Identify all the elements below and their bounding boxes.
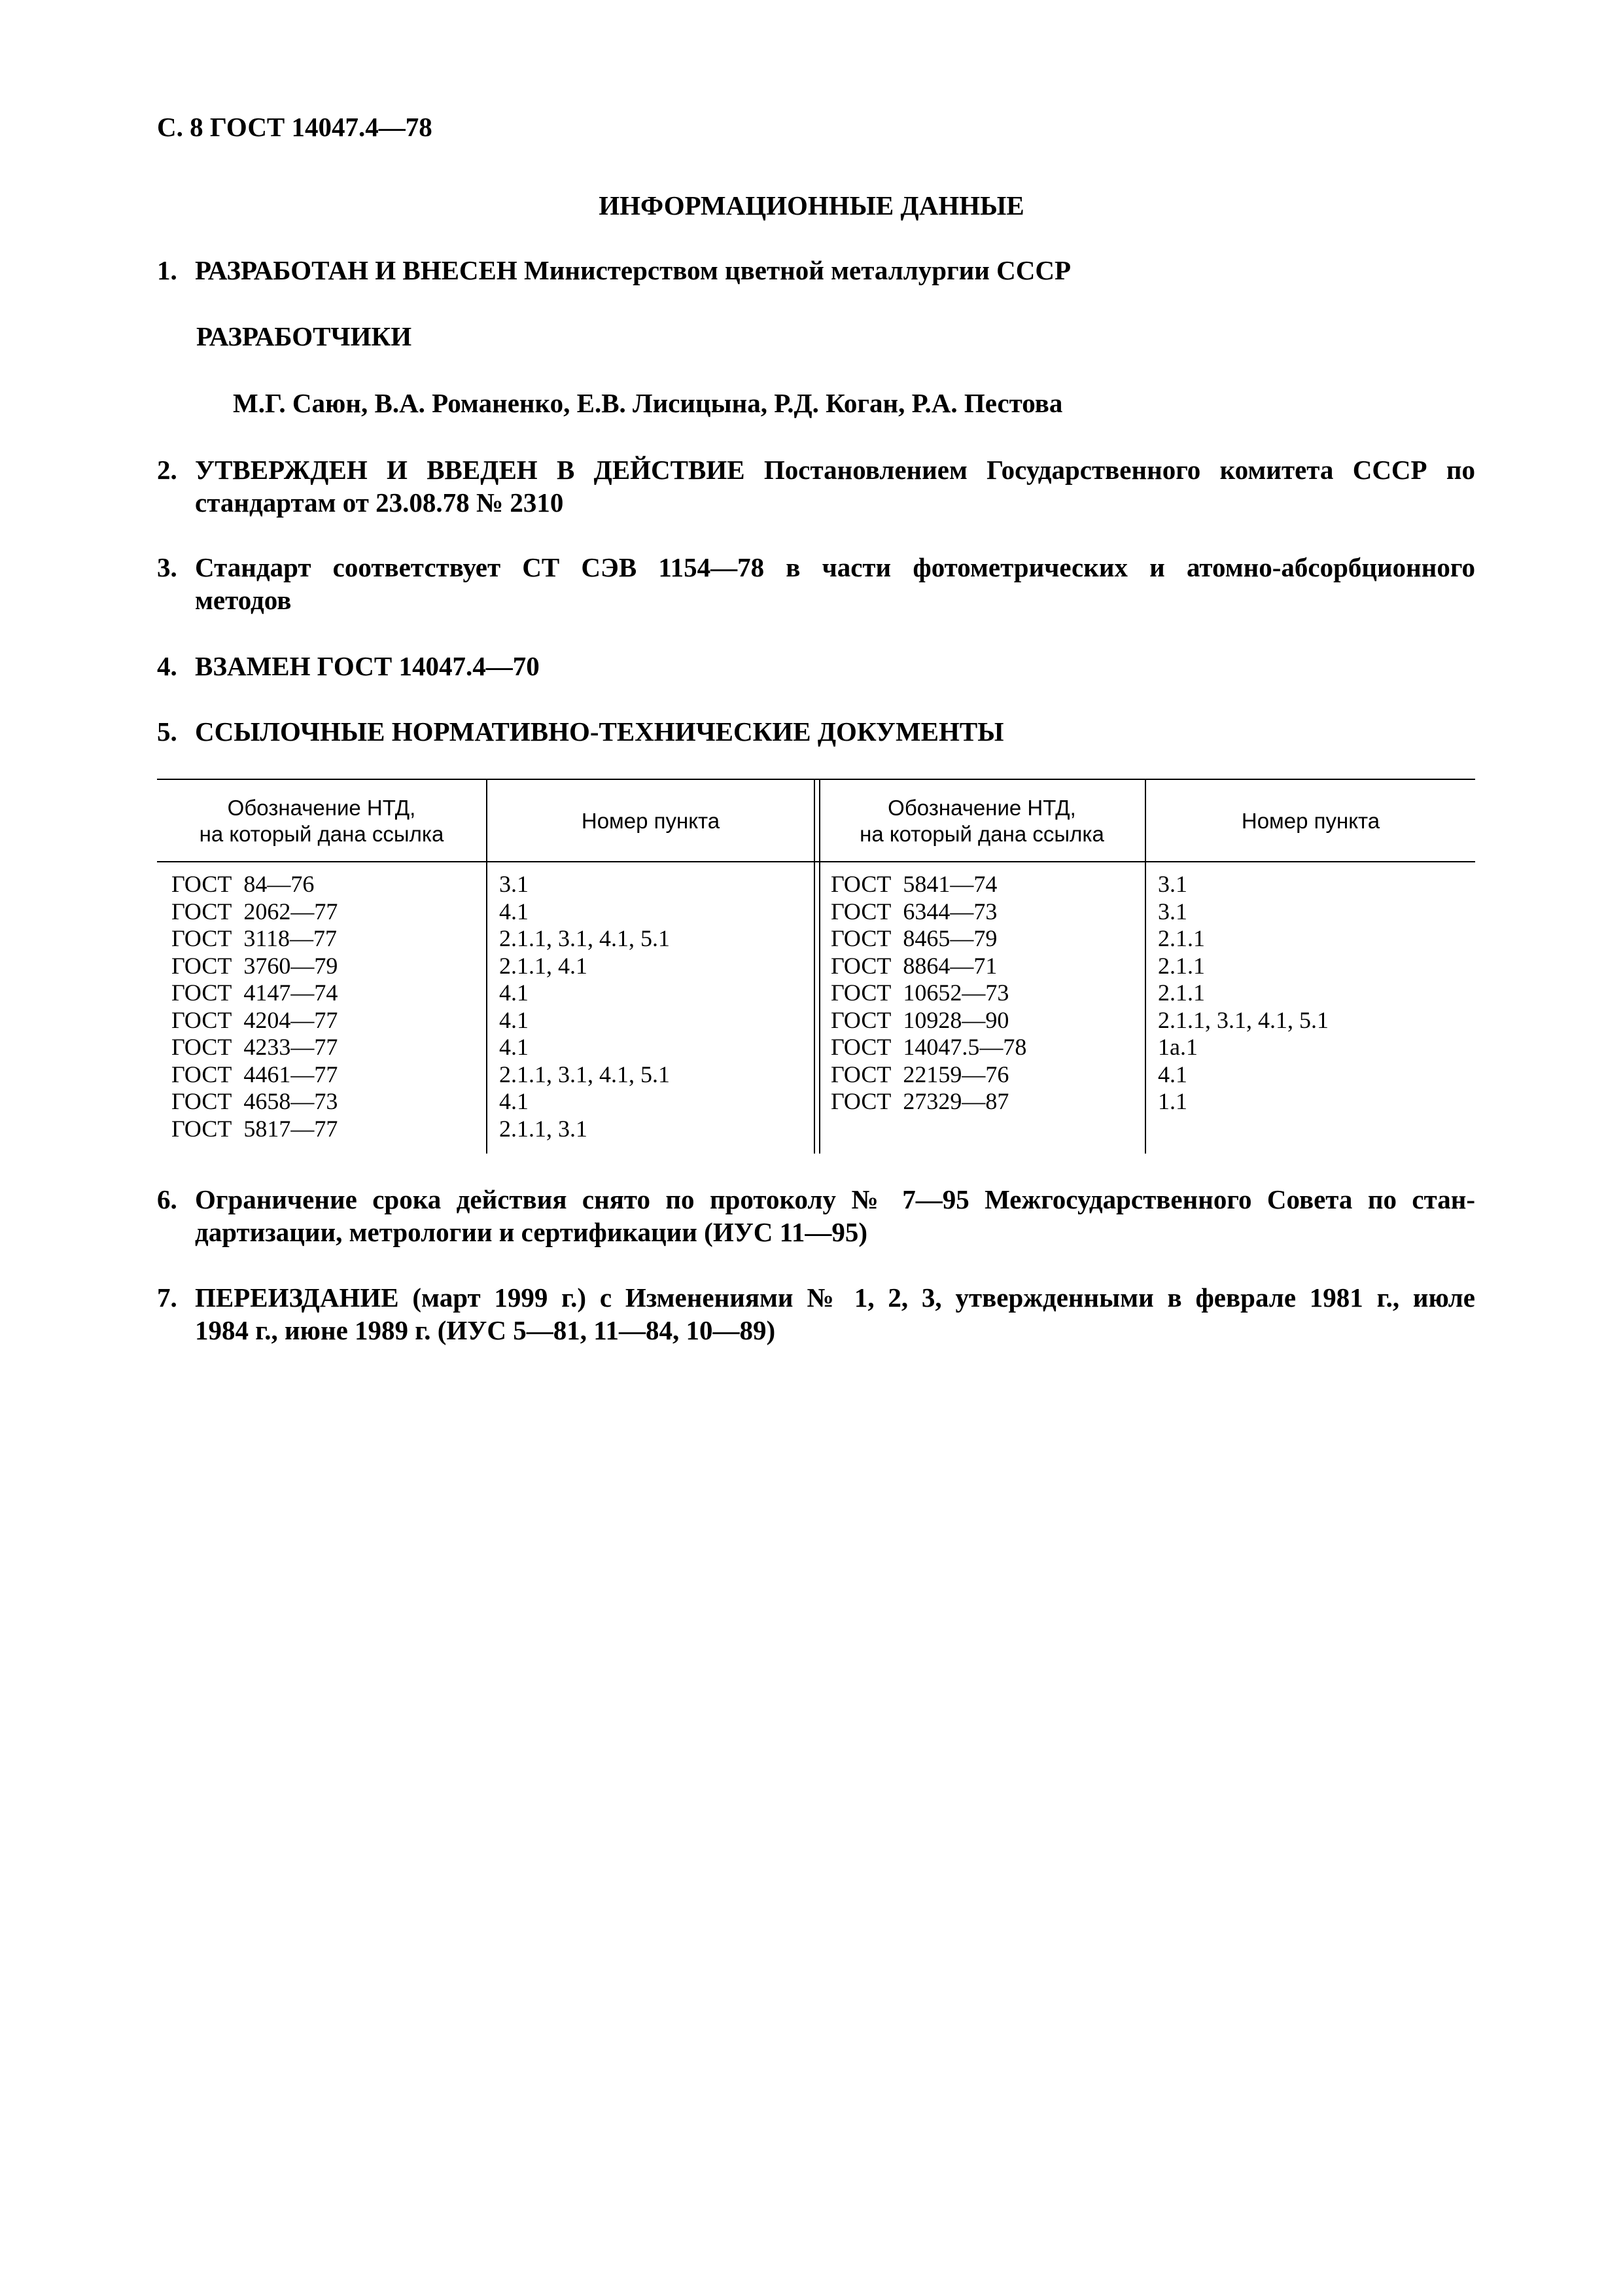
table-cell-right-doc: ГОСТ 22159—76 — [831, 1061, 1009, 1087]
left-designation-column — [171, 871, 479, 1142]
table-cell-right-doc: ГОСТ 8864—71 — [831, 952, 998, 979]
right-designation-column — [831, 871, 1138, 1116]
table-cell-left-doc: ГОСТ 4461—77 — [171, 1061, 338, 1087]
table-cell-left-clause: 3.1 — [499, 871, 529, 897]
table-cell-left-doc: ГОСТ 5817—77 — [171, 1115, 338, 1142]
table-cell-right-doc: ГОСТ 10652—73 — [831, 980, 1009, 1006]
item-text-line: Стандарт соответствует СТ СЭВ 1154—78 в части фотометрических и атомно-абсорбционного — [195, 552, 1475, 582]
table-cell-left-doc: ГОСТ 4147—74 — [171, 980, 338, 1006]
item-text-line: Ограничение срока действия снято по протоколу № 7—95 Межгосударственного Совета по стан- — [195, 1184, 1475, 1214]
item-6 — [157, 1183, 1475, 1248]
item-1 — [157, 254, 1475, 287]
table-cell-right-clause: 2.1.1 — [1158, 925, 1205, 951]
item-number: 3. — [157, 552, 177, 582]
table-cell-right-clause: 1.1 — [1158, 1088, 1187, 1114]
header-designation-right: Обозначение НТД, на который дана ссылка — [860, 796, 1104, 846]
item-7 — [157, 1281, 1475, 1347]
table-cell-right-clause: 4.1 — [1158, 1061, 1187, 1087]
page-header: С. 8 ГОСТ 14047.4—78 — [157, 112, 432, 142]
item-number: 6. — [157, 1184, 177, 1214]
table-cell-right-clause: 1а.1 — [1158, 1034, 1198, 1060]
item-text: РАЗРАБОТАН И ВНЕСЕН Министерством цветной металлургии СССР — [195, 255, 1072, 285]
table-cell-left-clause: 2.1.1, 3.1, 4.1, 5.1 — [499, 925, 670, 951]
table-cell-left-clause: 2.1.1, 3.1, 4.1, 5.1 — [499, 1061, 670, 1087]
table-cell-right-clause: 3.1 — [1158, 871, 1187, 897]
table-cell-left-doc: ГОСТ 84—76 — [171, 871, 315, 897]
header-designation-left: Обозначение НТД, на который дана ссылка — [199, 796, 444, 846]
right-clause-column — [1158, 871, 1465, 1116]
table-cell-right-clause: 2.1.1 — [1158, 980, 1205, 1006]
item-number: 1. — [157, 255, 177, 285]
item-text: ВЗАМЕН ГОСТ 14047.4—70 — [195, 651, 540, 681]
table-cell-right-clause: 2.1.1, 3.1, 4.1, 5.1 — [1158, 1006, 1329, 1033]
item-number: 2. — [157, 455, 177, 485]
table-cell-left-doc: ГОСТ 4204—77 — [171, 1006, 338, 1033]
table-cell-left-clause: 4.1 — [499, 980, 529, 1006]
header-clause-right: Номер пункта — [1241, 809, 1380, 833]
item-text-line: УТВЕРЖДЕН И ВВЕДЕН В ДЕЙСТВИЕ Постановлением Государственного комитета СССР по — [195, 455, 1475, 485]
item-number: 5. — [157, 716, 177, 747]
table-cell-left-clause: 4.1 — [499, 1088, 529, 1114]
table-cell-left-doc: ГОСТ 2062—77 — [171, 898, 338, 925]
table-cell-right-doc: ГОСТ 14047.5—78 — [831, 1034, 1027, 1060]
item-text-line: 1984 г., июне 1989 г. (ИУС 5—81, 11—84, 10—89) — [195, 1315, 776, 1345]
table-cell-left-doc: ГОСТ 3760—79 — [171, 952, 338, 979]
table-cell-right-doc: ГОСТ 5841—74 — [831, 871, 998, 897]
table-cell-right-doc: ГОСТ 10928—90 — [831, 1006, 1009, 1033]
developers-label: РАЗРАБОТЧИКИ — [196, 321, 412, 351]
table-cell-left-clause: 2.1.1, 3.1 — [499, 1115, 587, 1142]
item-text-line: ПЕРЕИЗДАНИЕ (март 1999 г.) с Изменениями № 1, 2, 3, утвержденными в феврале 1981 г., июле — [195, 1282, 1475, 1313]
developers-list: М.Г. Саюн, В.А. Романенко, Е.В. Лисицына, Р.Д. Коган, Р.А. Пестова — [233, 388, 1063, 418]
table-cell-right-clause: 2.1.1 — [1158, 952, 1205, 979]
table-cell-left-clause: 4.1 — [499, 898, 529, 925]
item-text-line: дартизации, метрологии и сертификации (ИУС 11—95) — [195, 1217, 868, 1247]
item-5 — [157, 715, 1475, 748]
table-cell-left-clause: 2.1.1, 4.1 — [499, 952, 587, 979]
item-number: 4. — [157, 651, 177, 681]
table-cell-left-doc: ГОСТ 3118—77 — [171, 925, 338, 951]
item-2 — [157, 453, 1475, 519]
table-cell-left-clause: 4.1 — [499, 1034, 529, 1060]
item-text-line: методов — [195, 585, 292, 615]
item-3 — [157, 551, 1475, 616]
table-cell-right-doc: ГОСТ 27329—87 — [831, 1088, 1009, 1114]
table-cell-right-clause: 3.1 — [1158, 898, 1187, 925]
item-text-line: стандартам от 23.08.78 № 2310 — [195, 487, 564, 518]
left-clause-column — [499, 871, 807, 1142]
table-cell-left-clause: 4.1 — [499, 1006, 529, 1033]
table-cell-left-doc: ГОСТ 4233—77 — [171, 1034, 338, 1060]
document-title: ИНФОРМАЦИОННЫЕ ДАННЫЕ — [599, 190, 1024, 221]
item-number: 7. — [157, 1282, 177, 1313]
item-4 — [157, 650, 1475, 682]
table-cell-right-doc: ГОСТ 8465—79 — [831, 925, 998, 951]
reference-documents-table — [157, 779, 1475, 1154]
header-clause-left: Номер пункта — [581, 809, 720, 833]
table-cell-left-doc: ГОСТ 4658—73 — [171, 1088, 338, 1114]
table-cell-right-doc: ГОСТ 6344—73 — [831, 898, 998, 925]
item-text: ССЫЛОЧНЫЕ НОРМАТИВНО-ТЕХНИЧЕСКИЕ ДОКУМЕНТЫ — [195, 716, 1004, 747]
